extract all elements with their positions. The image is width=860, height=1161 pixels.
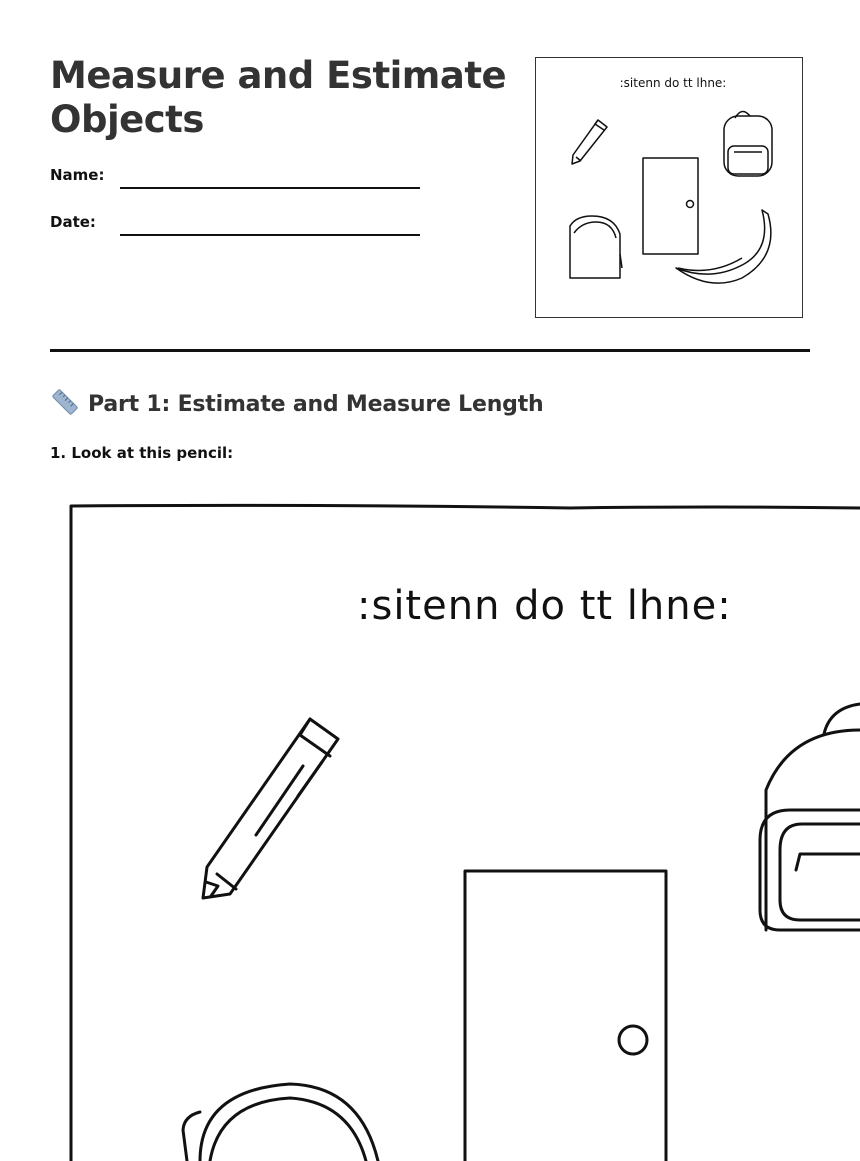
part1-heading — [50, 388, 544, 420]
lunchbox-icon — [570, 216, 622, 278]
backpack-icon — [724, 111, 772, 176]
worksheet-title: Measure and Estimate Objects — [50, 54, 507, 141]
lunchbox-icon — [183, 1084, 378, 1161]
part1-title: Part 1: Estimate and Measure Length — [88, 391, 544, 417]
name-field[interactable] — [120, 187, 420, 189]
illustration-large — [60, 490, 860, 1161]
date-label: Date: — [50, 213, 96, 231]
ruler-icon — [50, 387, 80, 421]
banana-icon — [676, 210, 771, 283]
name-label: Name: — [50, 166, 105, 184]
pencil-icon — [203, 719, 338, 898]
date-field[interactable] — [120, 234, 420, 236]
thumbnail-caption: :sitenn do tt lhne: — [619, 76, 727, 90]
illustration-thumbnail — [535, 57, 803, 318]
pencil-icon — [572, 120, 607, 164]
backpack-icon — [760, 704, 860, 930]
question-1: 1. Look at this pencil: — [50, 444, 234, 462]
door-icon — [465, 871, 666, 1161]
thumbnail-objects — [536, 58, 804, 319]
header-divider — [50, 349, 810, 352]
large-caption: :sitenn do tt lhne: — [357, 583, 732, 629]
door-icon — [643, 158, 698, 254]
